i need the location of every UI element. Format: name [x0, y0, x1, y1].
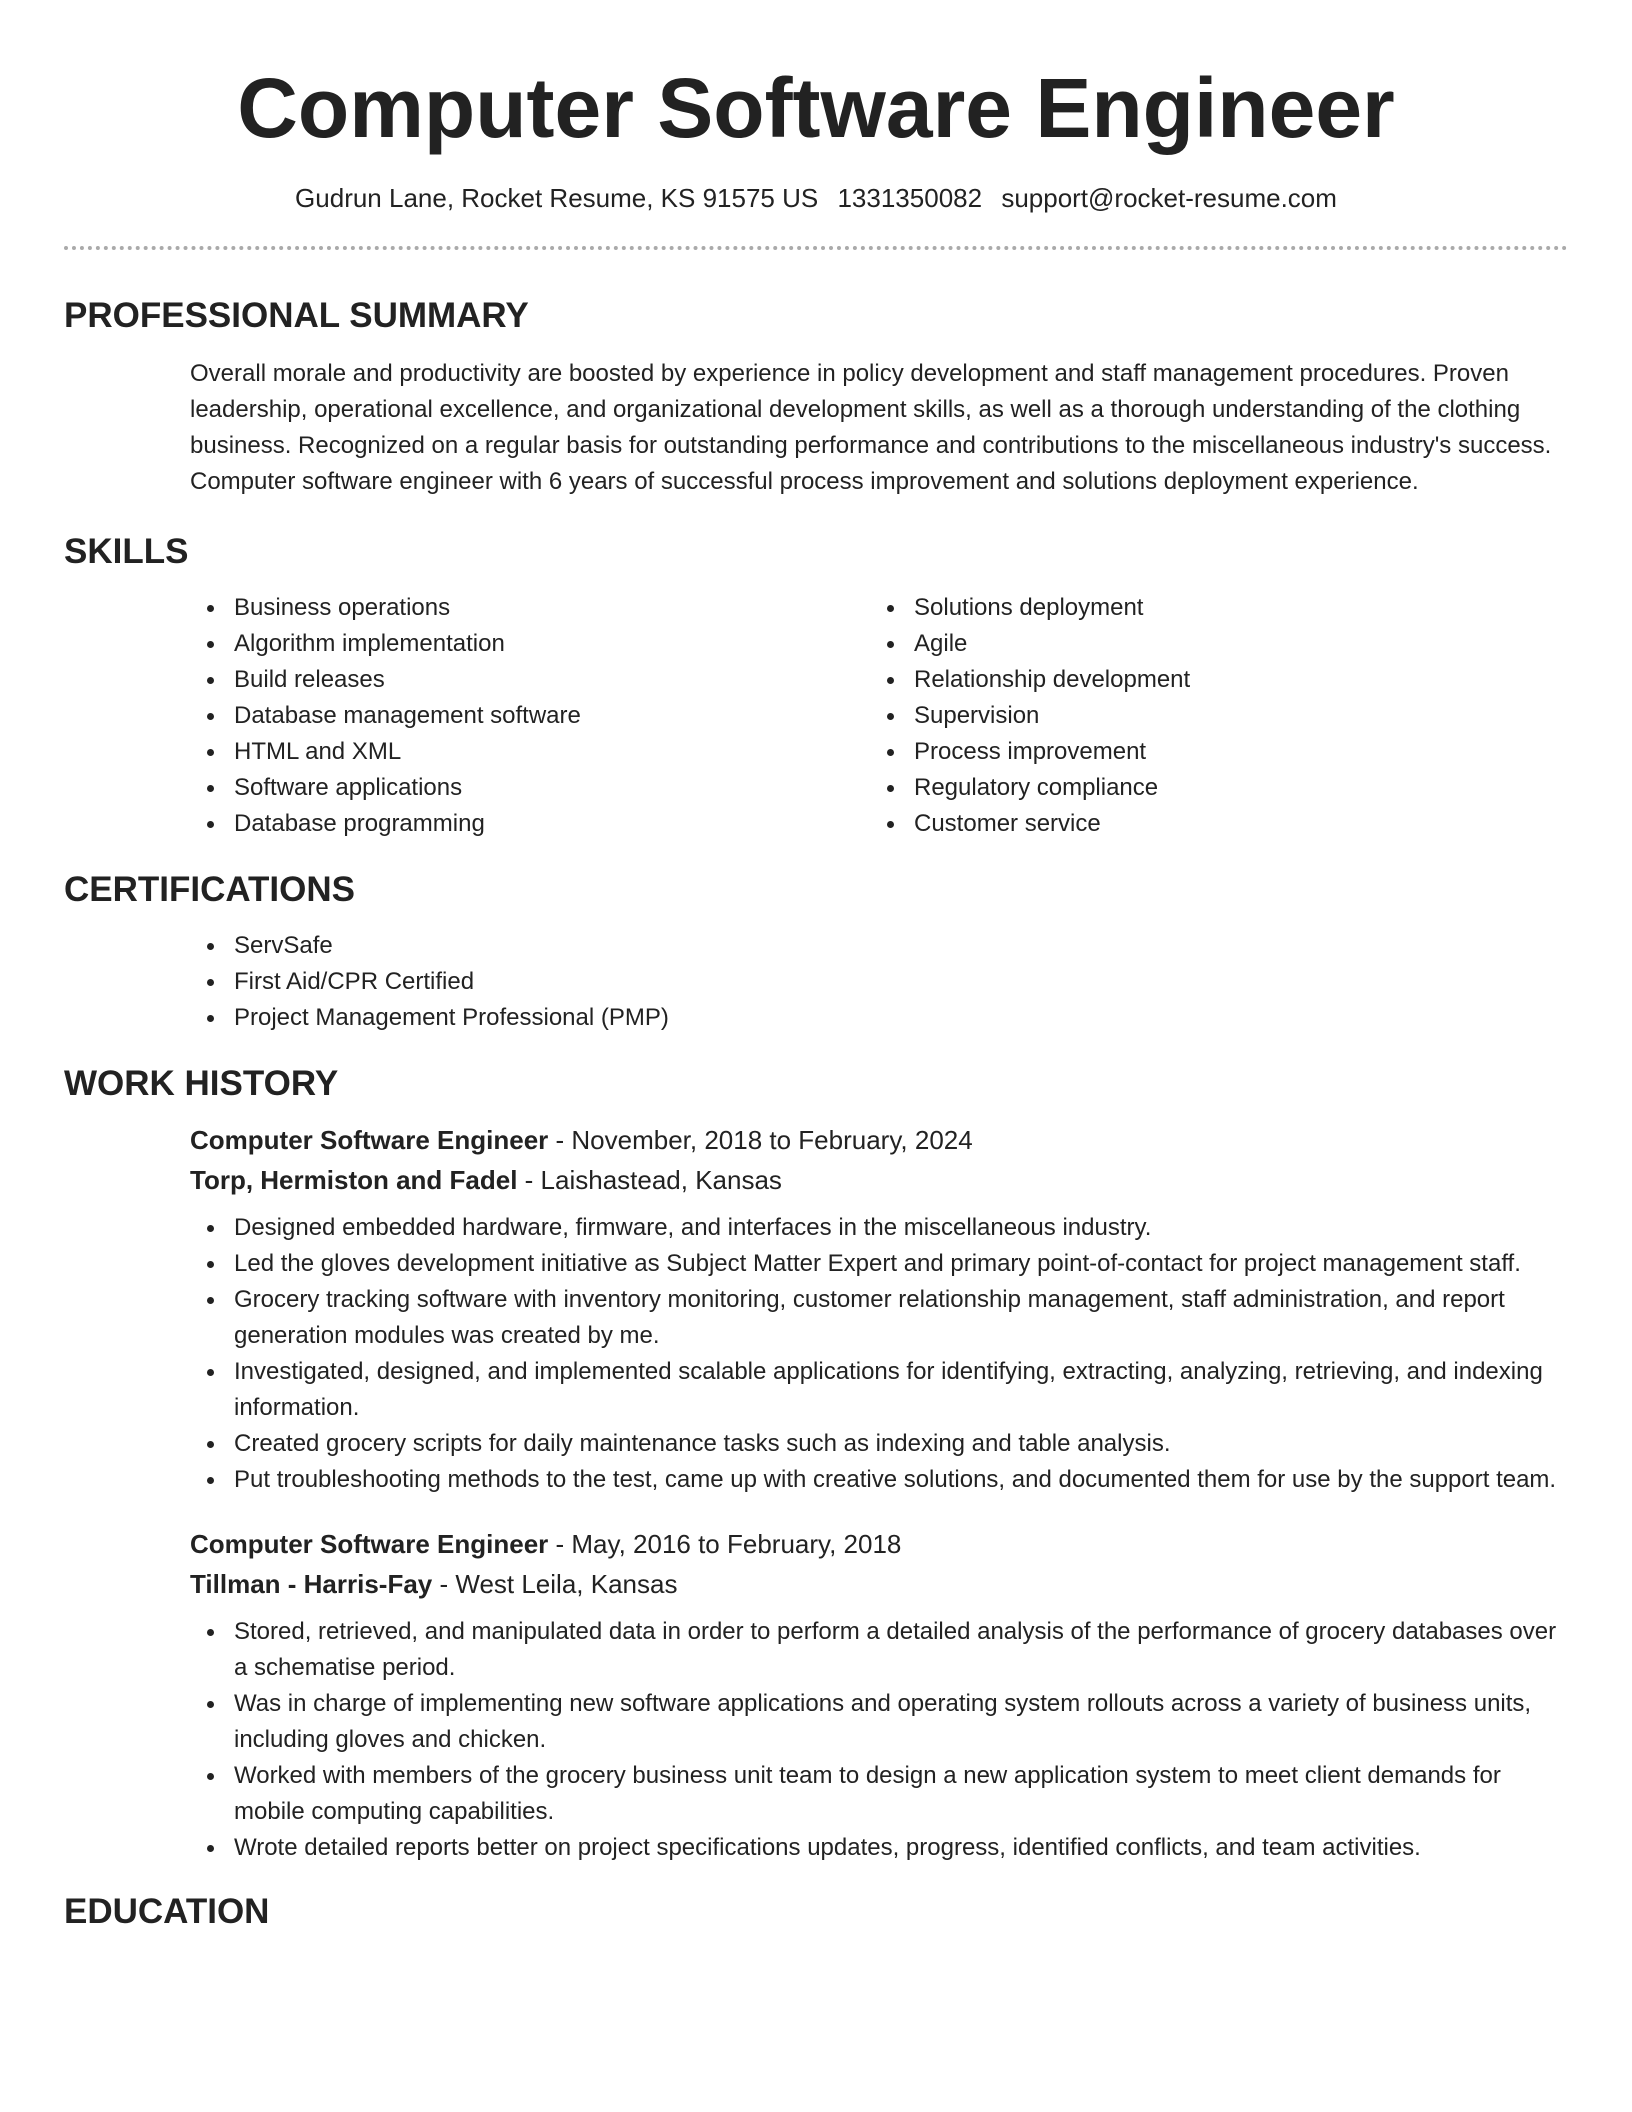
job-role: Computer Software Engineer — [190, 1125, 549, 1155]
job-bullets — [190, 1614, 1568, 1866]
job-company-line — [190, 1160, 1568, 1200]
list-item: Relationship development — [870, 662, 1550, 698]
list-item: First Aid/CPR Certified — [190, 964, 1568, 1000]
section-title-skills: SKILLS — [64, 532, 189, 571]
candidate-name: Computer Software Engineer — [237, 61, 1395, 155]
list-item: Designed embedded hardware, firmware, and interfaces in the miscellaneous industry. — [190, 1210, 1568, 1246]
job-title-line — [190, 1120, 1568, 1160]
job-location: - Laishastead, Kansas — [517, 1165, 782, 1195]
list-item: HTML and XML — [190, 734, 870, 770]
list-item: Investigated, designed, and implemented scalable applications for identifying, extracting, analyzing, retrieving, and indexing information. — [190, 1354, 1568, 1426]
header-divider — [64, 246, 1568, 250]
list-item: Customer service — [870, 806, 1550, 842]
job-company: Torp, Hermiston and Fadel — [190, 1165, 518, 1195]
job-company-line — [190, 1564, 1568, 1604]
certifications-list — [190, 928, 1568, 1036]
list-item: Grocery tracking software with inventory monitoring, customer relationship management, staff administration, and report generation modules was created by me. — [190, 1282, 1568, 1354]
list-item: Database programming — [190, 806, 870, 842]
list-item: Process improvement — [870, 734, 1550, 770]
list-item: Led the gloves development initiative as Subject Matter Expert and primary point-of-contact for project management staff. — [190, 1246, 1568, 1282]
list-item: Worked with members of the grocery business unit team to design a new application system to meet client demands for mobile computing capabilities. — [190, 1758, 1568, 1830]
skills-list-left — [190, 590, 870, 842]
list-item: Stored, retrieved, and manipulated data in order to perform a detailed analysis of the performance of grocery databases over a schematise period. — [190, 1614, 1568, 1686]
summary-text: Overall morale and productivity are boosted by experience in policy development and staff management procedures. Proven leadership, operational excellence, and organizational development skills, as well as a thorough understanding of the clothing business. Recognized on a regular basis for outstanding performance and contributions to the miscellaneous industry's success. Computer software engineer with 6 years of successful process improvement and solutions deployment experience. — [190, 360, 1552, 495]
list-item: Project Management Professional (PMP) — [190, 1000, 1568, 1036]
job-location: - West Leila, Kansas — [432, 1569, 678, 1599]
list-item: Software applications — [190, 770, 870, 806]
job-company: Tillman - Harris-Fay — [190, 1569, 433, 1599]
job-role: Computer Software Engineer — [190, 1529, 549, 1559]
list-item: Was in charge of implementing new software applications and operating system rollouts across a variety of business units, including gloves and chicken. — [190, 1686, 1568, 1758]
skills-list-right — [870, 590, 1550, 842]
resume-page — [64, 0, 1568, 1934]
job-dates: - May, 2016 to February, 2018 — [548, 1529, 902, 1559]
job-title-line — [190, 1524, 1568, 1564]
section-title-education: EDUCATION — [64, 1892, 270, 1931]
list-item: Algorithm implementation — [190, 626, 870, 662]
list-item: Build releases — [190, 662, 870, 698]
list-item: Agile — [870, 626, 1550, 662]
section-title-certifications: CERTIFICATIONS — [64, 870, 356, 909]
list-item: Wrote detailed reports better on project specifications updates, progress, identified conflicts, and team activities. — [190, 1830, 1568, 1866]
list-item: Supervision — [870, 698, 1550, 734]
list-item: Solutions deployment — [870, 590, 1550, 626]
skills-columns — [190, 590, 1568, 842]
job-entry — [190, 1524, 1568, 1866]
section-title-summary: PROFESSIONAL SUMMARY — [64, 296, 529, 335]
contact-address: Gudrun Lane, Rocket Resume, KS 91575 US — [295, 183, 819, 213]
section-title-work-history: WORK HISTORY — [64, 1064, 339, 1103]
list-item: Put troubleshooting methods to the test, came up with creative solutions, and documented them for use by the support team. — [190, 1462, 1568, 1498]
job-dates: - November, 2018 to February, 2024 — [548, 1125, 973, 1155]
contact-phone: 1331350082 — [837, 183, 983, 213]
contact-email: support@rocket-resume.com — [1001, 183, 1337, 213]
list-item: Database management software — [190, 698, 870, 734]
list-item: Created grocery scripts for daily maintenance tasks such as indexing and table analysis. — [190, 1426, 1568, 1462]
job-bullets — [190, 1210, 1568, 1498]
contact-line — [64, 180, 1568, 216]
list-item: ServSafe — [190, 928, 1568, 964]
job-entry — [190, 1120, 1568, 1498]
list-item: Regulatory compliance — [870, 770, 1550, 806]
list-item: Business operations — [190, 590, 870, 626]
